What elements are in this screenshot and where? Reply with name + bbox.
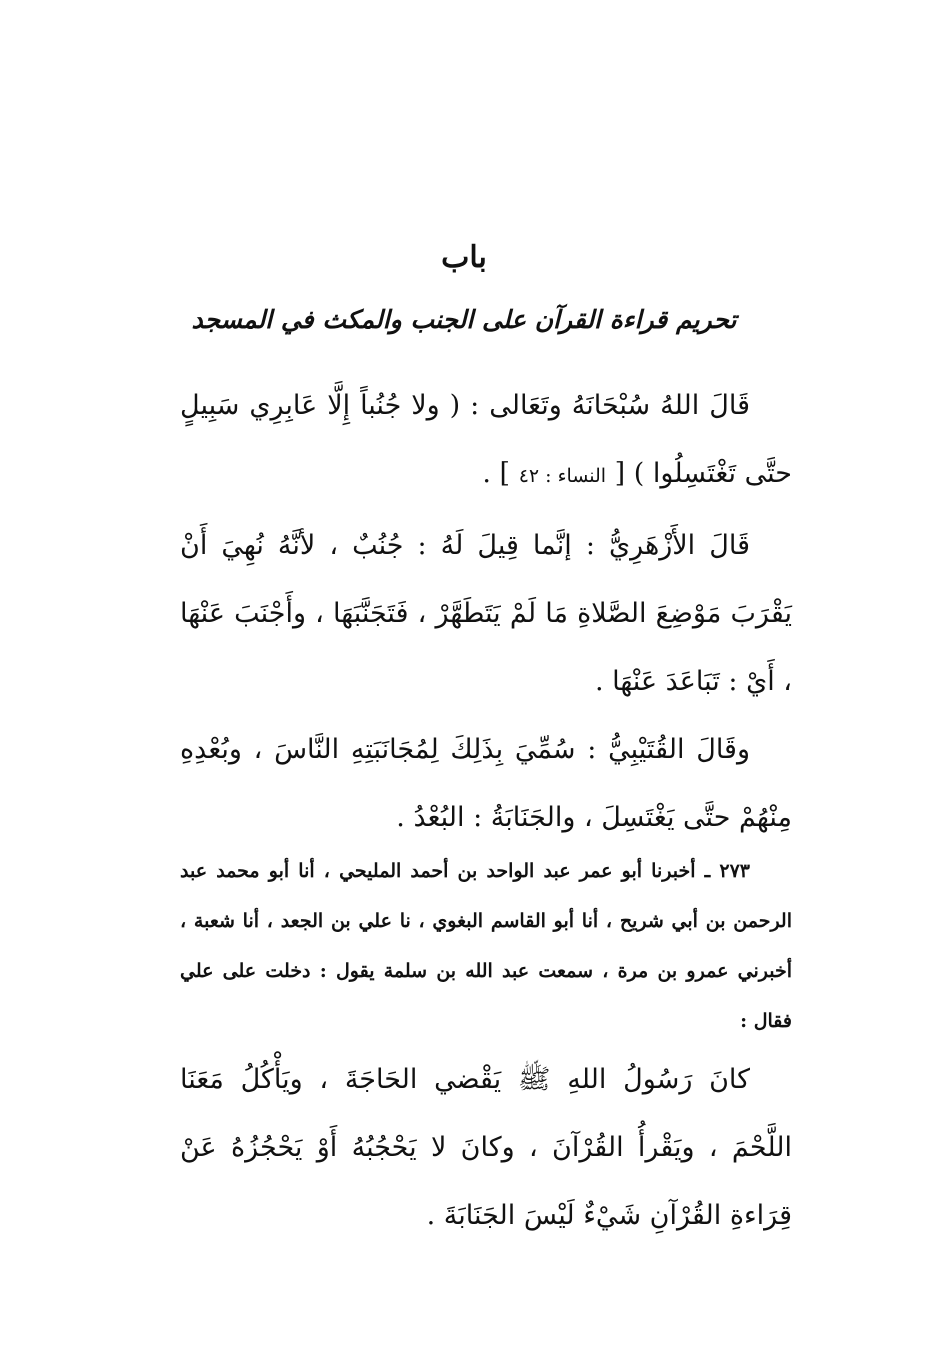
verse-reference: النساء : ٤٢: [518, 465, 607, 487]
qutaybi-paragraph: وقَالَ القُتَيْبِيُّ : سُمِّيَ بِذَلِكَ لِمُجَانَبَتِهِ النَّاسَ ، وبُعْدِهِ مِنْهُمْ حتَّى يَغْتَسِلَ ، والجَنَابَةُ : البُعْدُ .: [180, 734, 792, 833]
chapter-title: تحريم قراءة القرآن على الجنب والمكث في المسجد: [191, 305, 737, 334]
azhari-paragraph: قَالَ الأَزْهَرِيُّ : إنَّما قِيلَ لَهُ : جُنُبٌ ، لأنَّهُ نُهِيَ أَنْ يَقْرَبَ مَوْضِعَ الصَّلاةِ مَا لَمْ يَتَطَهَّرْ ، فَتَجَنَّبَهَا ، وأَجْنَبَ عَنْهَا ، أَيْ : تَبَاعَدَ عَنْهَا .: [180, 530, 792, 697]
quran-verse-paragraph: [180, 372, 792, 510]
quran-verse-text: قَالَ اللهُ سُبْحَانَهُ وتَعَالى : ( ولا جُنُباً إِلَّا عَابِرِي سَبِيلٍ حتَّى تَغْتَسِلُوا ) [: [180, 390, 792, 489]
hadith-isnad-paragraph: ٢٧٣ ـ أخبرنا أبو عمر عبد الواحد بن أحمد المليحي ، أنا أبو محمد عبد الرحمن بن أبي شريح ، أنا أبو القاسم البغوي ، نا علي بن الجعد ، أنا شعبة ، أخبرني عمرو بن مرة ، سمعت عبد الله بن سلمة يقول : دخلت على علي فقال :: [180, 860, 792, 1032]
verse-closing-bracket: ] .: [482, 458, 511, 489]
chapter-heading: باب: [441, 240, 487, 275]
hadith-matn-paragraph: كانَ رَسُولُ اللهِ ﷺ يَقْضي الحَاجَةَ ، ويَأْكُلُ مَعَنَا اللَّحْمَ ، ويَقْرأُ القُرْآنَ ، وكانَ لا يَحْجُبُهُ أَوْ يَحْجُزُهُ عَنْ قِرَاءةِ القُرْآنِ شَيْءٌ لَيْسَ الجَنَابَةَ .: [180, 1064, 792, 1231]
